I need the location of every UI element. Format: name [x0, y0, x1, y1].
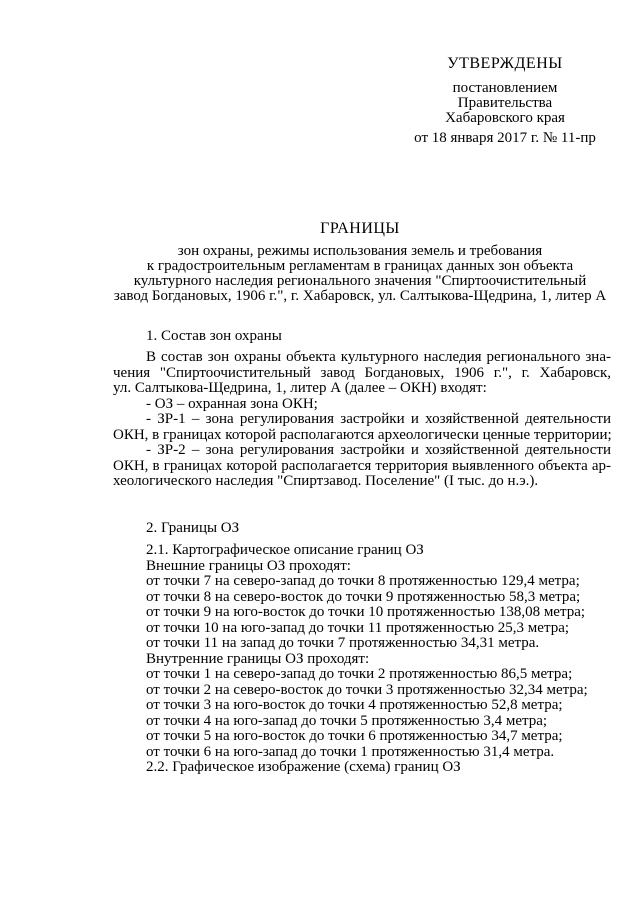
section-1-heading: 1. Состав зон охраны [146, 328, 282, 344]
boundary-line: от точки 6 на юго-запад до точки 1 протяженностью 31,4 метра. [146, 743, 555, 760]
approval-heading: УТВЕРЖДЕНЫ [447, 55, 563, 72]
approval-stamp [400, 56, 610, 146]
paragraph-line: хеологического наследия "Спиртзавод. Поселение" (I тыс. до н.э.). [113, 473, 539, 489]
paragraph-line: В состав зон охраны объекта культурного наследия регионального зна- [146, 349, 611, 365]
paragraph-line: ул. Салтыкова-Щедрина, 1, литер А (далее – ОКН) входят: [113, 380, 487, 396]
approval-line-2: Правительства [457, 95, 553, 111]
paragraph-line: ОКН, в границах которой располагаются археологически ценные территории; [113, 426, 612, 443]
boundary-line: от точки 4 на юго-запад до точки 5 протяженностью 3,4 метра; [146, 712, 548, 729]
boundary-line: от точки 8 на северо-восток до точки 9 протяженностью 58,3 метра; [146, 588, 581, 605]
boundary-line: от точки 2 на северо-восток до точки 3 протяженностью 32,34 метра; [146, 681, 588, 698]
title-line: культурного наследия регионального значения "Спиртоочистительный [133, 273, 587, 289]
paragraph-line: - ОЗ – охранная зона ОКН; [146, 395, 318, 412]
approval-date: от 18 января 2017 г. № 11-пр [414, 130, 596, 146]
title-line: к градостроительным регламентам в границах данных зон объекта [146, 258, 574, 274]
title-heading: ГРАНИЦЫ [320, 220, 400, 237]
paragraph-line: чения "Спиртоочистительный завод Богдановых, 1906 г.", г. Хабаровск, [113, 364, 611, 381]
boundary-line: от точки 7 на северо-запад до точки 8 протяженностью 129,4 метра; [146, 573, 580, 589]
title-line: зон охраны, режимы использования земель и требования [177, 243, 543, 259]
paragraph-line: - ЗР-2 – зона регулирования застройки и хозяйственной деятельности [146, 442, 611, 458]
boundary-line: от точки 1 на северо-запад до точки 2 протяженностью 86,5 метра; [146, 666, 573, 682]
boundary-line: от точки 9 на юго-восток до точки 10 протяженностью 138,08 метра; [146, 604, 586, 620]
outer-boundaries-heading: Внешние границы ОЗ проходят: [146, 557, 351, 574]
inner-boundaries-heading: Внутренние границы ОЗ проходят: [146, 650, 370, 667]
paragraph-line: ОКН, в границах которой располагается территория выявленного объекта ар- [113, 457, 611, 474]
paragraph-line: - ЗР-1 – зона регулирования застройки и хозяйственной деятельности [146, 411, 611, 427]
boundary-line: от точки 5 на юго-восток до точки 6 протяженностью 34,7 метра; [146, 728, 563, 744]
section-2-body [146, 543, 616, 776]
approval-line-1: постановлением [452, 80, 558, 96]
subsection-heading: 2.2. Графическое изображение (схема) границ ОЗ [146, 759, 461, 775]
boundary-line: от точки 11 на запад до точки 7 протяженностью 34,31 метра. [146, 635, 540, 651]
document-title [96, 221, 624, 304]
subsection-heading: 2.1. Картографическое описание границ ОЗ [146, 542, 424, 558]
boundary-line: от точки 3 на юго-восток до точки 4 протяженностью 52,8 метра; [146, 697, 563, 713]
section-2-heading: 2. Границы ОЗ [146, 520, 240, 536]
section-1-paragraph [113, 350, 611, 490]
title-line: завод Богдановых, 1906 г.", г. Хабаровск, ул. Салтыкова-Щедрина, 1, литер А [113, 288, 607, 304]
approval-line-3: Хабаровского края [445, 110, 565, 126]
boundary-line: от точки 10 на юго-запад до точки 11 протяженностью 25,3 метра; [146, 619, 570, 636]
